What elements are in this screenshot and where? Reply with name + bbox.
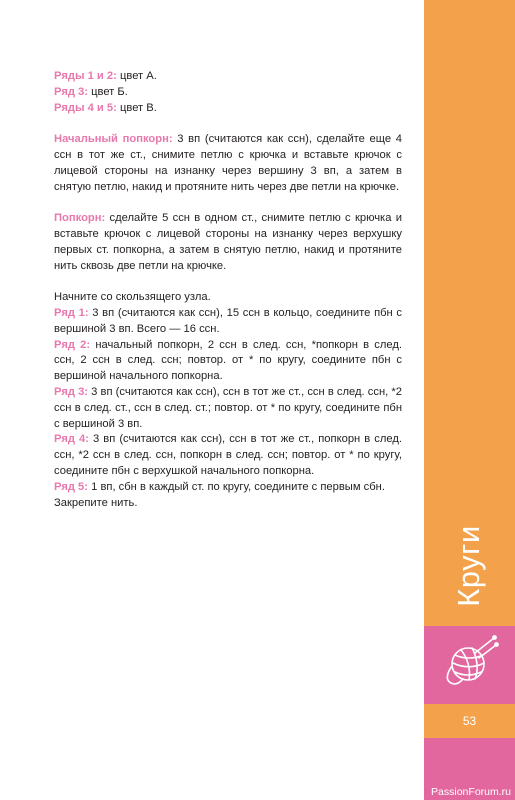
row-text: цвет В.	[116, 101, 157, 114]
chapter-title: Круги	[451, 525, 486, 607]
pattern-text	[54, 69, 402, 511]
popcorn-definition	[54, 211, 402, 274]
round-label: Ряд 4:	[54, 433, 89, 446]
term-text: сделайте 5 ссн в одном ст., снимите петлю с крючка и вставьте крючок с лицевой стороны на изнанку через верхушку первых ст. попкорна, а затем в снятую петлю, накид и протяните нить сквозь две петли на крючке.	[54, 212, 402, 272]
row-colors-1	[54, 69, 402, 85]
round-text: начальный попкорн, 2 ссн в след. ссн, *попкорн в след. ссн, 2 ссн в след. ссн; повтор. от * по кругу, соедините пбн с вершиной начального попкорна.	[54, 338, 403, 383]
row-label: Ряды 1 и 2:	[54, 70, 117, 82]
round-text: 3 вп (считаются как ссн), ссн в тот же ст., попкорн в след. ссн, *2 ссн в след. ссн, попкорн в след. ссн; повтор. от * по кругу, соедините пбн с верхушкой начального попкорна.	[54, 433, 403, 477]
row-text: цвет А.	[116, 70, 157, 82]
page-number: 53	[462, 714, 477, 728]
round-3	[54, 385, 402, 432]
round-text: 3 вп (считаются как ссн), 15 ссн в кольцо, соедините пбн с вершиной 3 вп. Всего — 16 ссн.	[54, 306, 402, 335]
row-label: Ряд 3:	[54, 85, 88, 98]
row-label: Ряды 4 и 5:	[54, 101, 117, 114]
row-text: цвет Б.	[88, 85, 128, 98]
round-label: Ряд 2:	[54, 338, 91, 351]
round-label: Ряд 5:	[54, 480, 88, 493]
yarn-ball-icon	[441, 633, 499, 691]
term-label: Попкорн:	[54, 212, 106, 225]
start-popcorn-definition	[54, 132, 402, 195]
row-colors-3	[54, 101, 402, 117]
watermark: PassionForum.ru	[431, 786, 511, 798]
round-1	[54, 306, 402, 338]
round-text: 1 вп, сбн в каждый ст. по кругу, соедините с первым сбн. Закрепите нить.	[54, 480, 385, 509]
round-5	[54, 480, 402, 512]
round-label: Ряд 3:	[54, 385, 89, 398]
chapter-sidebar	[424, 0, 515, 800]
round-4	[54, 432, 402, 479]
term-text: 3 вп (считаются как ссн), сделайте еще 4 ссн в тот же ст., снимите петлю с крючка и вставьте крючок с лицевой стороны на изнанку через вершину 3 вп, а затем в снятую петлю, накид и протяните нить через две петли на крючке.	[54, 133, 402, 193]
round-label: Ряд 1:	[54, 306, 89, 319]
intro-text: Начните со скользящего узла.	[54, 291, 211, 304]
round-2	[54, 338, 402, 385]
row-colors-2	[54, 85, 402, 101]
round-text: 3 вп (считаются как ссн), ссн в тот же ст., ссн в след. ссн, *2 ссн в след. ст., ссн в след. ст.; повтор. от * по кругу, соедините пбн с вершиной 3 вп.	[54, 385, 402, 430]
term-label: Начальный попкорн:	[54, 133, 173, 146]
